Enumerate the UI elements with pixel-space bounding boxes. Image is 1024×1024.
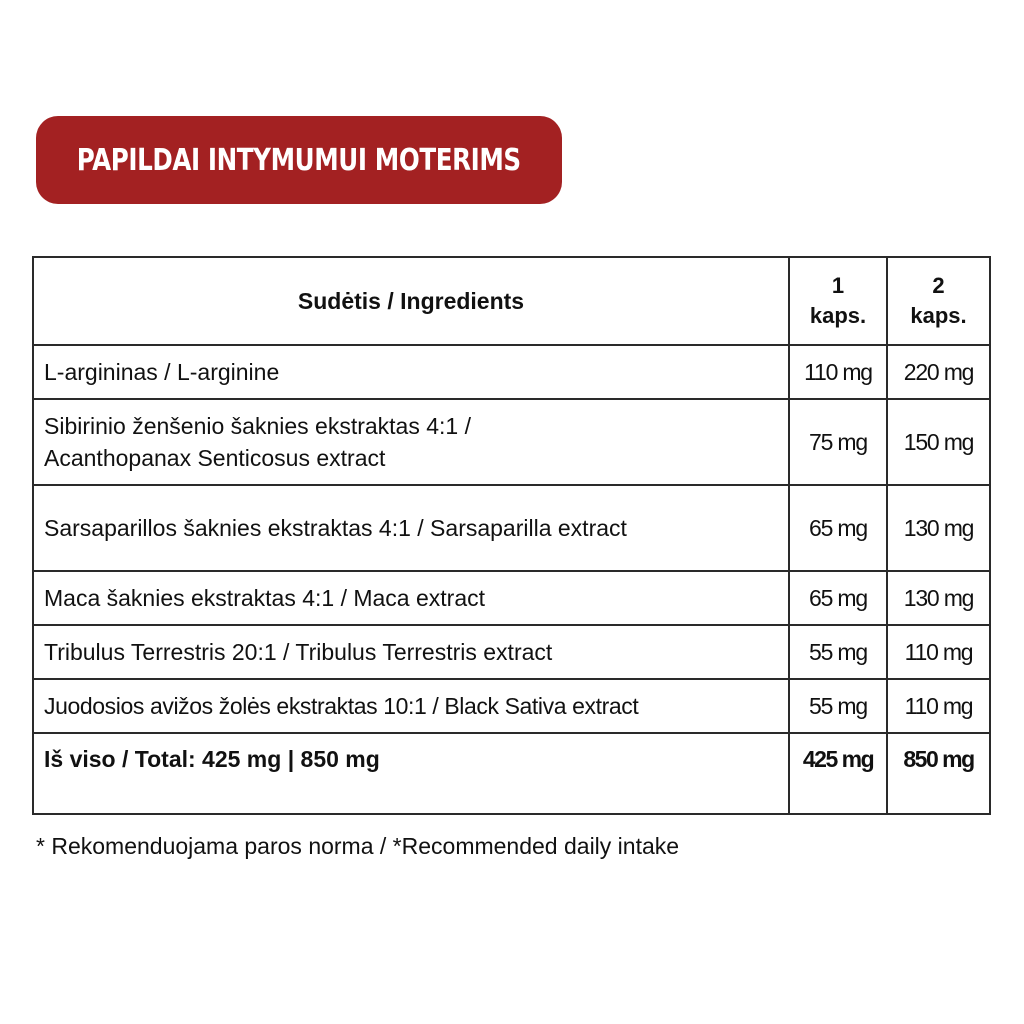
header-ingredients: Sudėtis / Ingredients [33,257,789,345]
ingredient-two-capsules: 150 mg [887,399,990,485]
ingredient-name: Sarsaparillos šaknies ekstraktas 4:1 / Sarsaparilla extract [33,485,789,571]
ingredient-one-capsule: 110 mg [789,345,887,399]
table-row [33,679,990,733]
ingredient-name: L-argininas / L-arginine [33,345,789,399]
header-one-capsule [789,257,887,345]
banner-title: PAPILDAI INTYMUMUI MOTERIMS [76,142,522,178]
ingredients-table [32,256,991,815]
ingredient-two-capsules: 110 mg [887,625,990,679]
table-row [33,399,990,485]
total-row [33,733,990,814]
table-row [33,485,990,571]
ingredient-two-capsules: 220 mg [887,345,990,399]
table-row [33,571,990,625]
ingredient-one-capsule: 65 mg [789,485,887,571]
ingredient-name: Juodosios avižos žolės ekstraktas 10:1 / Black Sativa extract [33,679,789,733]
table-row [33,345,990,399]
title-banner [36,116,562,204]
ingredient-one-capsule: 55 mg [789,679,887,733]
total-label: Iš viso / Total: 425 mg | 850 mg [33,733,789,814]
ingredient-two-capsules: 130 mg [887,485,990,571]
table-row [33,625,990,679]
ingredient-one-capsule: 65 mg [789,571,887,625]
header-one-capsule-unit: kaps. [809,303,867,328]
ingredient-name: Tribulus Terrestris 20:1 / Tribulus Terrestris extract [33,625,789,679]
header-two-capsules [887,257,990,345]
ingredient-one-capsule: 75 mg [789,399,887,485]
header-two-capsules-count: 2 [932,273,945,298]
ingredient-two-capsules: 110 mg [887,679,990,733]
ingredient-name: Maca šaknies ekstraktas 4:1 / Maca extract [33,571,789,625]
total-two-capsules: 850 mg [887,733,990,814]
ingredients-table-container [32,256,989,815]
ingredient-name: Sibirinio ženšenio šaknies ekstraktas 4:1 / Acanthopanax Senticosus extract [33,399,789,485]
header-one-capsule-count: 1 [831,273,845,298]
footnote: * Rekomenduojama paros norma / *Recommended daily intake [36,833,680,859]
total-one-capsule: 425 mg [789,733,887,814]
table-header-row [33,257,990,345]
header-two-capsules-unit: kaps. [910,303,967,328]
ingredient-two-capsules: 130 mg [887,571,990,625]
ingredient-one-capsule: 55 mg [789,625,887,679]
